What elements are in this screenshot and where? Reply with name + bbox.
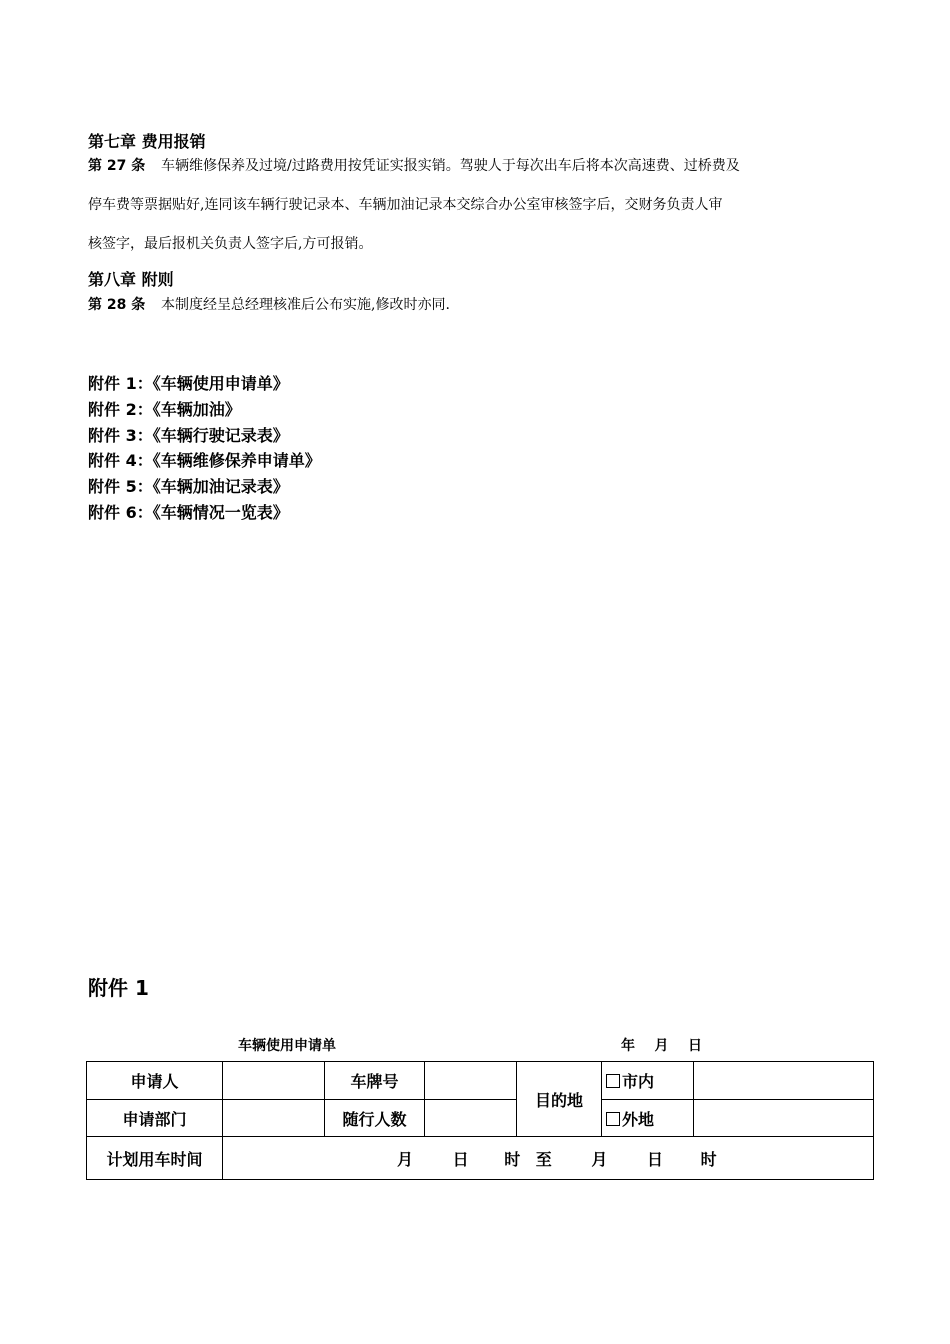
city-outer-option[interactable] — [602, 1100, 694, 1137]
form-title: 车辆使用申请单 — [238, 1038, 336, 1054]
city-inner-label: 市内 — [622, 1072, 655, 1091]
time-unit: 月 — [397, 1149, 414, 1169]
destination-label: 目的地 — [517, 1062, 602, 1137]
time-unit: 日 — [452, 1149, 469, 1169]
applicant-label: 申请人 — [87, 1062, 223, 1100]
chapter7-title: 第七章 费用报销 — [88, 132, 206, 151]
department-label: 申请部门 — [87, 1100, 223, 1137]
city-inner-field[interactable] — [694, 1062, 874, 1100]
time-unit: 至 — [535, 1149, 552, 1169]
time-unit: 月 — [591, 1149, 608, 1169]
article28-label: 第 28 条 — [88, 297, 146, 313]
article27-line1: 车辆维修保养及过境/过路费用按凭证实报实销。驾驶人于每次出车后将本次高速费、过桥费及 — [161, 158, 740, 174]
companions-label: 随行人数 — [325, 1100, 425, 1137]
attachment-item: 附件 6：《车辆情况一览表》 — [88, 503, 289, 522]
article27-line2: 停车费等票据贴好,连同该车辆行驶记录本、车辆加油记录本交综合办公室审核签字后，交财务负责人审 — [88, 197, 723, 213]
time-unit: 时 — [504, 1149, 521, 1169]
vehicle-request-form — [86, 1061, 874, 1180]
city-outer-label: 外地 — [622, 1109, 655, 1129]
appendix1-heading: 附件 1 — [88, 976, 149, 1000]
attachment-item: 附件 1：《车辆使用申请单》 — [88, 374, 289, 393]
plan-time-field[interactable] — [223, 1137, 874, 1180]
plan-time-label: 计划用车时间 — [87, 1137, 223, 1180]
attachment-item: 附件 2：《车辆加油》 — [88, 400, 241, 419]
attachment-item: 附件 5：《车辆加油记录表》 — [88, 477, 289, 496]
attachment-item: 附件 3：《车辆行驶记录表》 — [88, 426, 289, 445]
time-unit: 日 — [646, 1149, 663, 1169]
companions-field[interactable] — [425, 1100, 517, 1137]
applicant-field[interactable] — [223, 1062, 325, 1100]
city-outer-field[interactable] — [694, 1100, 874, 1137]
time-unit: 时 — [700, 1149, 717, 1169]
plate-field[interactable] — [425, 1062, 517, 1100]
article27-line3: 核签字，最后报机关负责人签字后,方可报销。 — [88, 236, 373, 252]
form-date-line: 年 月 日 — [621, 1038, 702, 1054]
checkbox-icon[interactable] — [606, 1074, 620, 1088]
article28-text: 本制度经呈总经理核准后公布实施,修改时亦同. — [161, 297, 450, 313]
plate-label: 车牌号 — [325, 1062, 425, 1100]
article27-label: 第 27 条 — [88, 158, 146, 174]
chapter8-title: 第八章 附则 — [88, 270, 174, 289]
city-inner-option[interactable] — [602, 1062, 694, 1100]
attachment-item: 附件 4：《车辆维修保养申请单》 — [88, 451, 321, 470]
checkbox-icon[interactable] — [606, 1112, 620, 1126]
department-field[interactable] — [223, 1100, 325, 1137]
